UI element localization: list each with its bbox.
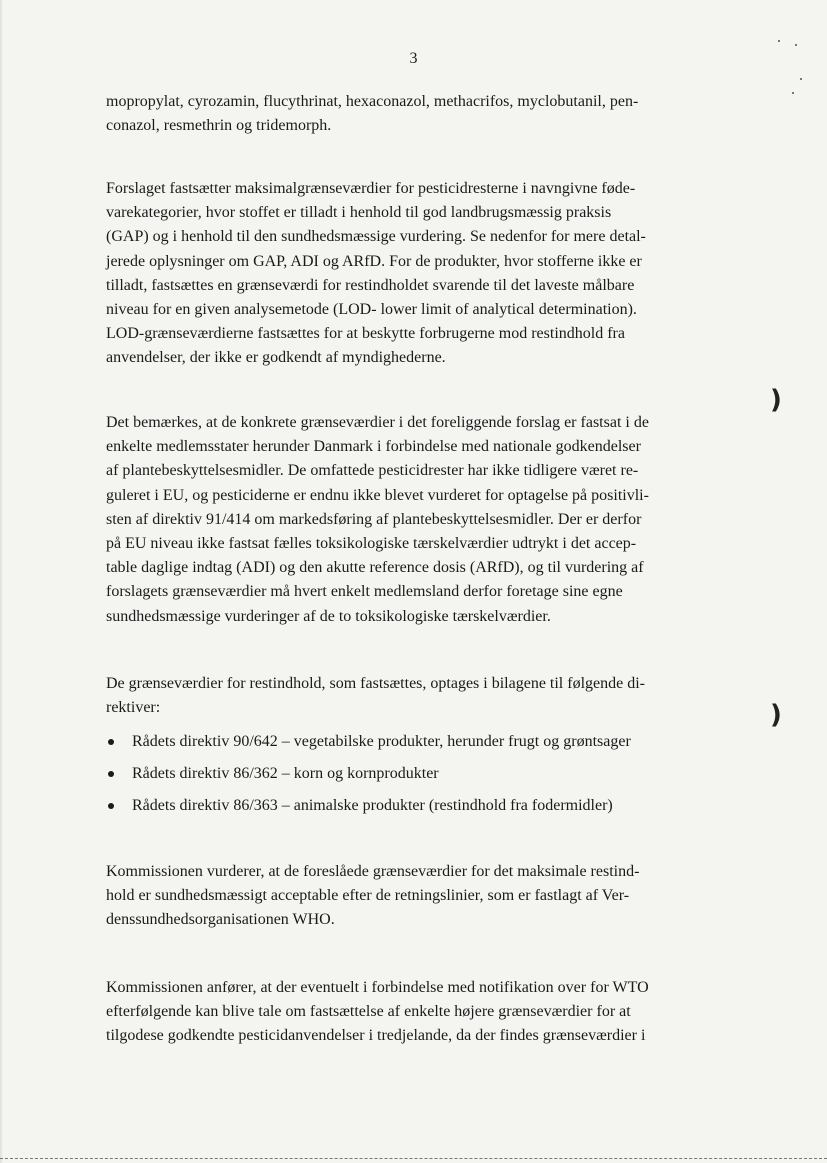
list-item: Rådets direktiv 86/363 – animalske produkter (restindhold fra fodermidler) <box>106 794 766 826</box>
text-line: denssundhedsorganisationen WHO. <box>106 911 335 929</box>
text-line: niveau for en given analysemetode (LOD- lower limit of analytical determination). <box>106 301 637 319</box>
punch-hole-mark: ) <box>770 700 782 730</box>
text-line: table daglige indtag (ADI) og den akutte reference dosis (ARfD), og til vurdering af <box>106 559 644 577</box>
text-line: tilladt, fastsættes en grænseværdi for restindholdet svarende til det laveste målbare <box>106 276 635 294</box>
punch-hole-mark: ) <box>770 385 782 415</box>
text-line: mopropylat, cyrozamin, flucythrinat, hexaconazol, methacrifos, myclobutanil, pen- <box>106 93 639 110</box>
text-line: anvendelser, der ikke er godkendt af myndighederne. <box>106 349 446 367</box>
text-line: sten af direktiv 91/414 om markedsføring af plantebeskyttelsesmidler. Der er derfor <box>106 510 642 528</box>
text-line: hold er sundhedsmæssigt acceptable efter de retningslinier, som er fastlagt af Ver- <box>106 887 630 905</box>
text-line: tilgodese godkendte pesticidanvendelser i tredjelande, da der findes grænseværdier i <box>106 1027 646 1045</box>
text-line: varekategorier, hvor stoffet er tilladt i henhold til god landbrugsmæssig praksis <box>106 204 612 222</box>
scan-speck <box>800 78 802 80</box>
text-line: enkelte medlemsstater herunder Danmark i forbindelse med nationale godkendelser <box>106 438 641 456</box>
text-line: jerede oplysninger om GAP, ADI og ARfD. For de produkter, hvor stofferne ikke er <box>106 252 642 270</box>
text-line: LOD-grænseværdierne fastsættes for at beskytte forbrugerne mod restindhold fra <box>106 325 625 343</box>
scan-speck <box>795 44 797 46</box>
paragraph-3 <box>106 411 746 629</box>
text-line: De grænseværdier for restindhold, som fastsættes, optages i bilagene til følgende di- <box>106 675 645 692</box>
text-line: conazol, resmethrin og tridemorph. <box>106 117 332 135</box>
paragraph-1 <box>106 90 746 138</box>
text-line: Forslaget fastsætter maksimalgrænseværdier for pesticidresterne i navngivne føde- <box>106 180 636 197</box>
scan-speck <box>792 92 794 94</box>
text-line: guleret i EU, og pesticiderne er endnu ikke blevet vurderet for optagelse på positivli- <box>106 486 649 504</box>
paragraph-6 <box>106 976 746 1049</box>
paragraph-2 <box>106 177 746 371</box>
text-line: (GAP) og i henhold til den sundhedsmæssige vurdering. Se nedenfor for mere detal- <box>106 228 646 246</box>
list-item: Rådets direktiv 90/642 – vegetabilske produkter, herunder frugt og grøntsager <box>106 730 766 762</box>
text-line: rektiver: <box>106 699 161 717</box>
text-line: Det bemærkes, at de konkrete grænseværdier i det foreliggende forslag er fastsat i de <box>106 414 649 431</box>
paragraph-4 <box>106 672 746 720</box>
list-item: Rådets direktiv 86/362 – korn og kornprodukter <box>106 762 766 794</box>
text-line: forslagets grænseværdier må hvert enkelt medlemsland derfor foretage sine egne <box>106 583 623 601</box>
text-line: af plantebeskyttelsesmidler. De omfattede pesticidrester har ikke tidligere været re- <box>106 462 639 480</box>
scan-speck <box>778 40 780 42</box>
page-number: 3 <box>409 50 418 67</box>
text-line: efterfølgende kan blive tale om fastsættelse af enkelte højere grænseværdier for at <box>106 1003 631 1021</box>
text-line: Kommissionen anfører, at der eventuelt i forbindelse med notifikation over for WTO <box>106 979 649 996</box>
scan-bottom-edge <box>0 1158 827 1159</box>
directive-list <box>106 730 766 826</box>
paragraph-5 <box>106 860 746 933</box>
scan-edge-shadow <box>0 0 3 1163</box>
text-line: Kommissionen vurderer, at de foreslåede grænseværdier for det maksimale restind- <box>106 863 640 880</box>
text-line: sundhedsmæssige vurderinger af de to toksikologiske tærskelværdier. <box>106 607 551 625</box>
text-line: på EU niveau ikke fastsat fælles toksikologiske tærskelværdier udtrykt i det accep- <box>106 535 637 553</box>
